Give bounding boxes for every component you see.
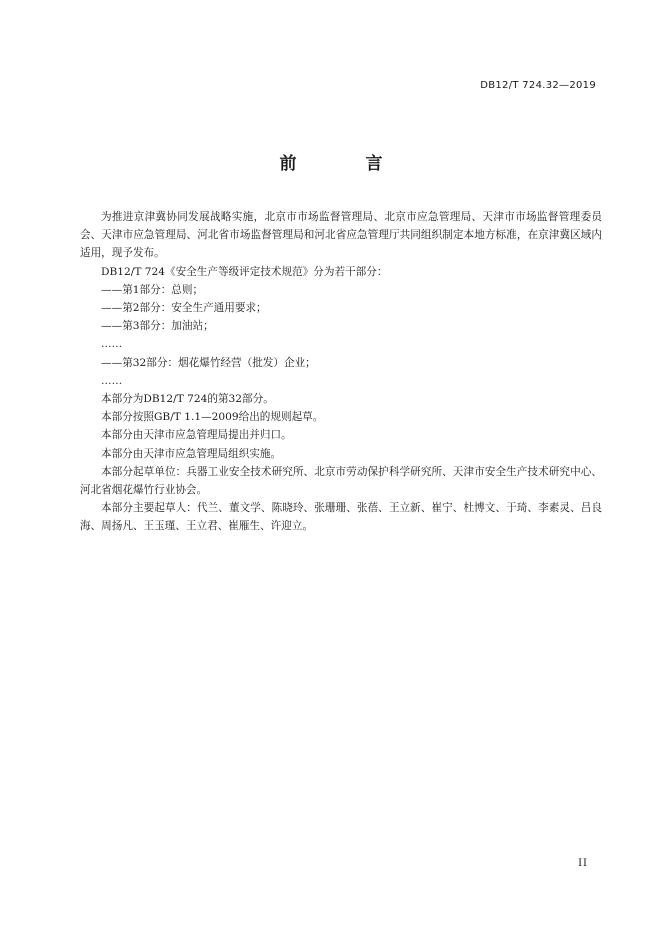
paragraph-implemented-by: 本部分由天津市应急管理局组织实施。 (101, 447, 282, 460)
list-ellipsis-1: …… (101, 338, 123, 351)
paragraph-part-number: 本部分为DB12/T 724的第32部分。 (101, 393, 274, 406)
list-item-part-3: ——第3部分：加油站； (101, 320, 214, 333)
page-title: 前 言 (279, 154, 409, 174)
list-item-part-32: ——第32部分：烟花爆竹经营（批发）企业； (101, 356, 316, 369)
list-item-part-1: ——第1部分：总则； (101, 283, 204, 296)
paragraph-intro: 为推进京津冀协同发展战略实施，北京市市场监督管理局、北京市应急管理局、天津市市场监督管理委员会、天津市应急管理局、河北省市场监督管理局和河北省应急管理厅共同组织制定本地方标准，在京津冀区域内适用，现予发布。 (80, 211, 602, 260)
list-ellipsis-2: …… (101, 374, 123, 387)
standard-code: DB12/T 724.32—2019 (480, 80, 596, 91)
paragraph-parts-intro: DB12/T 724《安全生产等级评定技术规范》分为若干部分： (101, 265, 388, 278)
foreword-body (80, 208, 602, 536)
paragraph-proposed-by: 本部分由天津市应急管理局提出并归口。 (101, 429, 292, 442)
paragraph-drafting-rules: 本部分按照GB/T 1.1—2009给出的规则起草。 (101, 411, 324, 424)
paragraph-drafters: 本部分主要起草人：代兰、董文学、陈晓玲、张珊珊、张蓓、王立新、崔宁、杜博文、于琦、李素灵、吕良海、周扬凡、王玉瑾、王立君、崔雁生、许迎立。 (80, 502, 602, 533)
page-number: II (578, 858, 588, 869)
paragraph-drafting-units: 本部分起草单位：兵器工业安全技术研究所、北京市劳动保护科学研究所、天津市安全生产技术研究中心、河北省烟花爆竹行业协会。 (80, 465, 602, 497)
list-item-part-2: ——第2部分：安全生产通用要求； (101, 302, 267, 315)
